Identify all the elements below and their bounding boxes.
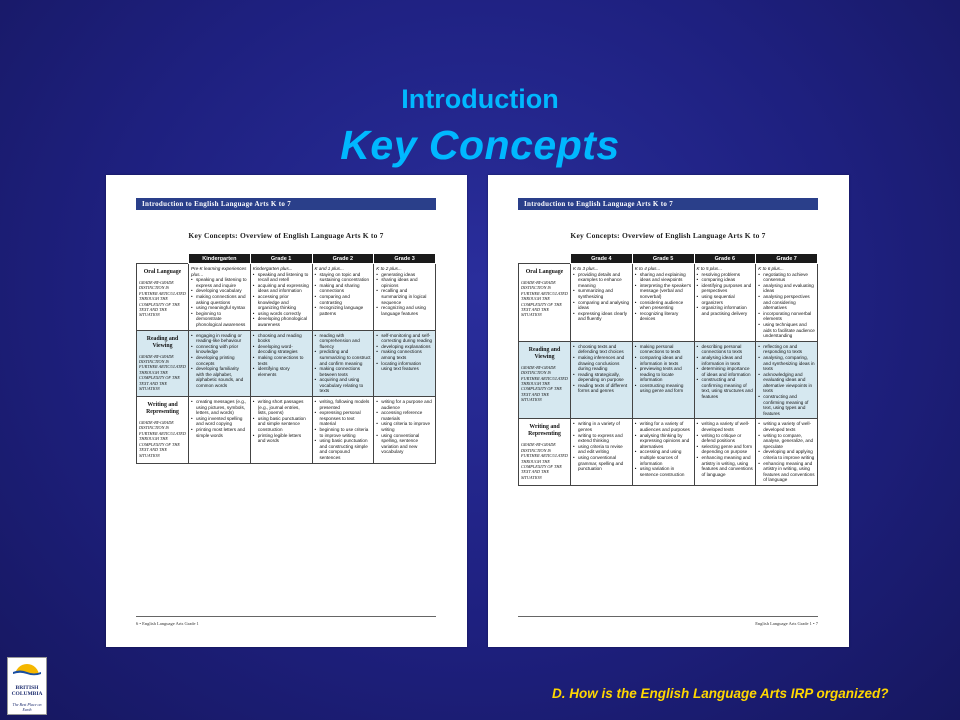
strand-description: GRADE-BY-GRADE DISTINCTION IS FURTHER ARTICULATED THROUGH THE COMPLEXITY OF THE TEXT AND THE SITUATION <box>521 280 568 318</box>
cell-bullet: • engaging in reading or reading-like behaviour <box>191 333 248 344</box>
cell-bullet: • constructing meaning using genre and form <box>635 383 692 394</box>
slide-title-line1: Introduction <box>401 84 559 114</box>
cell-bullet: • making connections to texts <box>253 355 310 366</box>
cell-bullet: • locating information using text features <box>376 361 433 372</box>
concept-cell <box>374 397 436 464</box>
concept-cell <box>374 264 436 331</box>
cell-bullet: • providing details and examples to enhance meaning <box>573 272 630 289</box>
cell-bullet: • writing in a variety of genres <box>573 421 630 432</box>
cell-bullet: • using criteria to improve writing <box>376 421 433 432</box>
cell-bullet: • developing and applying criteria to improve writing <box>758 449 815 460</box>
cell-bullet: • expressing ideas clearly and fluently <box>573 311 630 322</box>
cell-bullet: • enhancing meaning and artistry in writing, using features and conventions of language <box>697 455 754 477</box>
cell-intro: K to 5 plus... <box>696 266 723 271</box>
bottom-caption: D. How is the English Language Arts IRP organized? <box>552 686 889 701</box>
cell-bullet: • printing legible letters and words <box>253 433 310 444</box>
cell-intro: K to 3 plus... <box>573 266 599 271</box>
cell-bullet: • sharing and explaining ideas and viewpoints <box>635 272 692 283</box>
cell-bullet: • organizing information and practising delivery <box>697 305 754 316</box>
concept-cell <box>632 419 694 486</box>
cell-bullet: • making and sharing connections <box>315 283 372 294</box>
cell-bullet: • using invented spelling and word copying <box>191 416 248 427</box>
table-row <box>519 419 818 486</box>
cell-bullet: • predicting and summarizing to construct and confirm meaning <box>315 349 372 366</box>
cell-bullet: • choosing texts and defending text choices <box>573 344 630 355</box>
cell-bullet: • writing short passages (e.g., journal entries, lists, poems) <box>253 399 310 416</box>
cell-bullet: • enhancing meaning and artistry in writing, using features and conventions of language <box>758 461 815 483</box>
concept-cell <box>694 341 756 419</box>
cell-intro: K to 6 plus... <box>758 266 784 271</box>
concept-cell <box>312 330 374 397</box>
cell-bullet: • selecting genre and form depending on purpose <box>697 444 754 455</box>
cell-intro: K and 1 plus... <box>314 266 344 271</box>
column-header: Grade 7 <box>756 254 818 264</box>
cell-bullet: • recognizing literary devices <box>635 311 692 322</box>
strand-description: GRADE-BY-GRADE DISTINCTION IS FURTHER ARTICULATED THROUGH THE COMPLEXITY OF THE TEXT AND THE SITUATION <box>521 364 568 403</box>
logo-wordmark <box>8 685 46 697</box>
cell-bullet: • comparing ideas and information in texts <box>635 355 692 366</box>
cell-bullet: • developing vocabulary <box>191 288 248 294</box>
column-header: Grade 3 <box>374 254 436 264</box>
right-page-footer: English Language Arts Grade 1 • 7 <box>755 621 818 626</box>
cell-bullet: • beginning to demonstrate phonological awareness <box>191 311 248 328</box>
cell-bullet: • reading with comprehension and fluency <box>315 333 372 350</box>
cell-bullet: • analysing and evaluating ideas <box>758 283 815 294</box>
cell-bullet: • using techniques and aids to facilitate audience understanding <box>758 322 815 339</box>
left-table-body <box>137 264 436 464</box>
cell-bullet: • accessing and using multiple sources of information <box>635 449 692 466</box>
strand-cell <box>137 264 189 331</box>
cell-bullet: • recognizing language patterns <box>315 305 372 316</box>
concept-cell <box>571 264 633 342</box>
left-page-footer: 6 • English Language Arts Grade 1 <box>136 621 199 626</box>
column-header: Kindergarten <box>189 254 251 264</box>
logo-line1: BRITISH <box>15 685 39 691</box>
table-row <box>137 330 436 397</box>
strand-description: GRADE-BY-GRADE DISTINCTION IS FURTHER ARTICULATED THROUGH THE COMPLEXITY OF THE TEXT AND THE SITUATION <box>139 353 186 391</box>
strand-cell <box>137 330 189 397</box>
cell-bullet: • developing printing concepts <box>191 355 248 366</box>
cell-bullet: • using conventional spelling, sentence variation and new vocabulary <box>376 433 433 455</box>
right-page-header: Introduction to English Language Arts K to 7 <box>518 198 818 210</box>
cell-bullet: • analysing ideas and information in texts <box>697 355 754 366</box>
cell-bullet: • considering audience when presenting <box>635 300 692 311</box>
logo-line2: COLUMBIA <box>11 691 43 698</box>
left-page <box>106 175 467 647</box>
right-key-concepts-table <box>518 253 818 486</box>
concept-cell <box>189 397 251 464</box>
cell-bullet: • creating messages (e.g., using pictures, symbols, letters, and words) <box>191 399 248 416</box>
cell-bullet: • beginning to use criteria to improve writing <box>315 427 372 438</box>
table-row <box>137 264 436 331</box>
concept-cell <box>756 419 818 486</box>
cell-bullet: • recalling and summarizing in logical sequence <box>376 288 433 305</box>
cell-bullet: • using sequential organizers <box>697 294 754 305</box>
cell-bullet: • writing a variety of well-developed texts <box>697 421 754 432</box>
cell-bullet: • developing explanations <box>376 344 433 350</box>
column-header: Grade 1 <box>250 254 312 264</box>
table-row <box>519 264 818 342</box>
strand-name: Writing and Representing <box>528 424 561 438</box>
table-row <box>137 397 436 464</box>
cell-bullet: • using criteria to revise and edit writing <box>573 444 630 455</box>
cell-bullet: • staying on topic and sustaining concentration <box>315 272 372 283</box>
cell-bullet: • identifying purposes and perspectives <box>697 283 754 294</box>
footer-rule <box>136 616 436 617</box>
cell-bullet: • writing to express and extend thinking <box>573 433 630 444</box>
cell-intro: K to 2 plus... <box>376 266 402 271</box>
cell-bullet: • developing phonological awareness <box>253 316 310 327</box>
column-header: Grade 6 <box>694 254 756 264</box>
right-page <box>488 175 849 647</box>
cell-bullet: • writing a variety of well-developed texts <box>758 421 815 432</box>
cell-bullet: • generating ideas <box>376 272 433 278</box>
bc-logo <box>7 657 47 715</box>
cell-bullet: • interpreting the speaker's message (verbal and nonverbal) <box>635 283 692 300</box>
cell-bullet: • reflecting on and responding to texts <box>758 344 815 355</box>
strand-description: GRADE-BY-GRADE DISTINCTION IS FURTHER ARTICULATED THROUGH THE COMPLEXITY OF THE TEXT AND THE SITUATION <box>139 420 186 458</box>
cell-bullet: • comparing and contrasting <box>315 294 372 305</box>
cell-bullet: • constructing and confirming meaning of text, using types and features <box>758 394 815 416</box>
cell-bullet: • identifying story elements <box>253 366 310 377</box>
concept-cell <box>250 264 312 331</box>
cell-bullet: • writing for a variety of audiences and purposes <box>635 421 692 432</box>
left-page-header: Introduction to English Language Arts K to 7 <box>136 198 436 210</box>
table-corner <box>137 254 189 264</box>
cell-bullet: • comparing and analysing ideas <box>573 300 630 311</box>
cell-bullet: • making connections and asking questions <box>191 294 248 305</box>
sun-icon <box>13 662 41 676</box>
cell-bullet: • accessing reference materials <box>376 410 433 421</box>
concept-cell <box>189 264 251 331</box>
table-row <box>519 341 818 419</box>
column-header: Grade 2 <box>312 254 374 264</box>
cell-bullet: • making personal connections to texts <box>635 344 692 355</box>
cell-bullet: • analysing, comparing, and synthesizing ideas in texts <box>758 355 815 372</box>
cell-bullet: • printing most letters and simple words <box>191 427 248 438</box>
cell-bullet: • making connections between texts <box>315 366 372 377</box>
concept-cell <box>374 330 436 397</box>
strand-cell <box>519 341 571 419</box>
concept-cell <box>694 264 756 342</box>
left-key-concepts-table <box>136 253 436 464</box>
cell-bullet: • writing, following models presented <box>315 399 372 410</box>
cell-bullet: • speaking and listening to express and inquire <box>191 277 248 288</box>
cell-intro: Pre-K learning experiences plus... <box>191 266 247 277</box>
cell-bullet: • comparing ideas <box>697 277 754 283</box>
cell-bullet: • describing personal connections to texts <box>697 344 754 355</box>
cell-bullet: • analysing thinking by expressing opinions and alternatives <box>635 433 692 450</box>
cell-bullet: • determining importance of ideas and information <box>697 366 754 377</box>
cell-bullet: • writing to compare, analyse, generalize, and speculate <box>758 433 815 450</box>
column-header: Grade 5 <box>632 254 694 264</box>
cell-bullet: • choosing and reading books <box>253 333 310 344</box>
concept-cell <box>250 397 312 464</box>
cell-bullet: • using variation in sentence construction <box>635 466 692 477</box>
strand-cell <box>519 264 571 342</box>
cell-bullet: • acquiring and using vocabulary relating to texts <box>315 377 372 394</box>
cell-intro: Kindergarten plus... <box>252 266 293 271</box>
strand-description: GRADE-BY-GRADE DISTINCTION IS FURTHER ARTICULATED THROUGH THE COMPLEXITY OF THE TEXT AND THE SITUATION <box>521 442 568 480</box>
concept-cell <box>756 264 818 342</box>
cell-bullet: • reading strategically, depending on purpose <box>573 372 630 383</box>
concept-cell <box>694 419 756 486</box>
concept-cell <box>312 264 374 331</box>
cell-bullet: • using basic punctuation and constructing simple and compound sentences <box>315 438 372 460</box>
concept-cell <box>571 419 633 486</box>
cell-bullet: • using meaningful syntax <box>191 305 248 311</box>
cell-bullet: • reading texts of different forms and genres <box>573 383 630 394</box>
cell-bullet: • analysing perspectives and considering alternatives <box>758 294 815 311</box>
cell-bullet: • incorporating nonverbal elements <box>758 311 815 322</box>
cell-bullet: • writing to critique or defend positions <box>697 433 754 444</box>
cell-bullet: • negotiating to achieve consensus <box>758 272 815 283</box>
cell-bullet: • accessing prior knowledge and organizing thinking <box>253 294 310 311</box>
right-overview-title: Key Concepts: Overview of English Language Arts K to 7 <box>570 231 766 240</box>
cell-bullet: • self-monitoring and self-correcting during reading <box>376 333 433 344</box>
table-corner <box>519 254 571 264</box>
column-header: Grade 4 <box>571 254 633 264</box>
cell-bullet: • speaking and listening to recall and retell <box>253 272 310 283</box>
concept-cell <box>189 330 251 397</box>
cell-bullet: • resolving problems <box>697 272 754 278</box>
strand-cell <box>519 419 571 486</box>
cell-bullet: • using conventional grammar, spelling and punctuation <box>573 455 630 472</box>
concept-cell <box>632 341 694 419</box>
cell-bullet: • developing familiarity with the alphabet, alphabetic sounds, and common words <box>191 366 248 388</box>
strand-name: Reading and Viewing <box>528 346 561 360</box>
strand-name: Oral Language <box>525 269 564 275</box>
cell-intro: K to 4 plus... <box>634 266 661 271</box>
cell-bullet: • previewing texts and reading to locate information <box>635 366 692 383</box>
cell-bullet: • sharing ideas and opinions <box>376 277 433 288</box>
cell-bullet: • acquiring and expressing ideas and information <box>253 283 310 294</box>
cell-bullet: • making inferences and drawing conclusions during reading <box>573 355 630 372</box>
concept-cell <box>756 341 818 419</box>
strand-description: GRADE-BY-GRADE DISTINCTION IS FURTHER ARTICULATED THROUGH THE COMPLEXITY OF THE TEXT AND THE SITUATION <box>139 280 186 318</box>
strand-name: Writing and Representing <box>146 402 179 416</box>
concept-cell <box>571 341 633 419</box>
cell-bullet: • constructing and confirming meaning of text, using structures and features <box>697 377 754 399</box>
cell-bullet: • developing word-decoding strategies <box>253 344 310 355</box>
right-table-body <box>519 264 818 486</box>
logo-tagline: The Best Place on Earth <box>12 702 42 712</box>
slide-title-line2: Key Concepts <box>340 122 620 168</box>
footer-rule <box>518 616 818 617</box>
strand-name: Oral Language <box>143 269 182 275</box>
cell-bullet: • acknowledging and evaluating ideas and alternative viewpoints in texts <box>758 372 815 394</box>
left-overview-title: Key Concepts: Overview of English Language Arts K to 7 <box>188 231 384 240</box>
cell-bullet: • summarizing and synthesizing <box>573 288 630 299</box>
cell-bullet: • making connections among texts <box>376 349 433 360</box>
cell-bullet: • recognizing and using language features <box>376 305 433 316</box>
cell-bullet: • using words correctly <box>253 311 310 317</box>
concept-cell <box>632 264 694 342</box>
concept-cell <box>250 330 312 397</box>
strand-name: Reading and Viewing <box>146 335 179 349</box>
cell-bullet: • connecting with prior knowledge <box>191 344 248 355</box>
cell-bullet: • using basic punctuation and simple sentence construction <box>253 416 310 433</box>
cell-bullet: • expressing personal responses to text material <box>315 410 372 427</box>
concept-cell <box>312 397 374 464</box>
strand-cell <box>137 397 189 464</box>
cell-bullet: • writing for a purpose and audience <box>376 399 433 410</box>
